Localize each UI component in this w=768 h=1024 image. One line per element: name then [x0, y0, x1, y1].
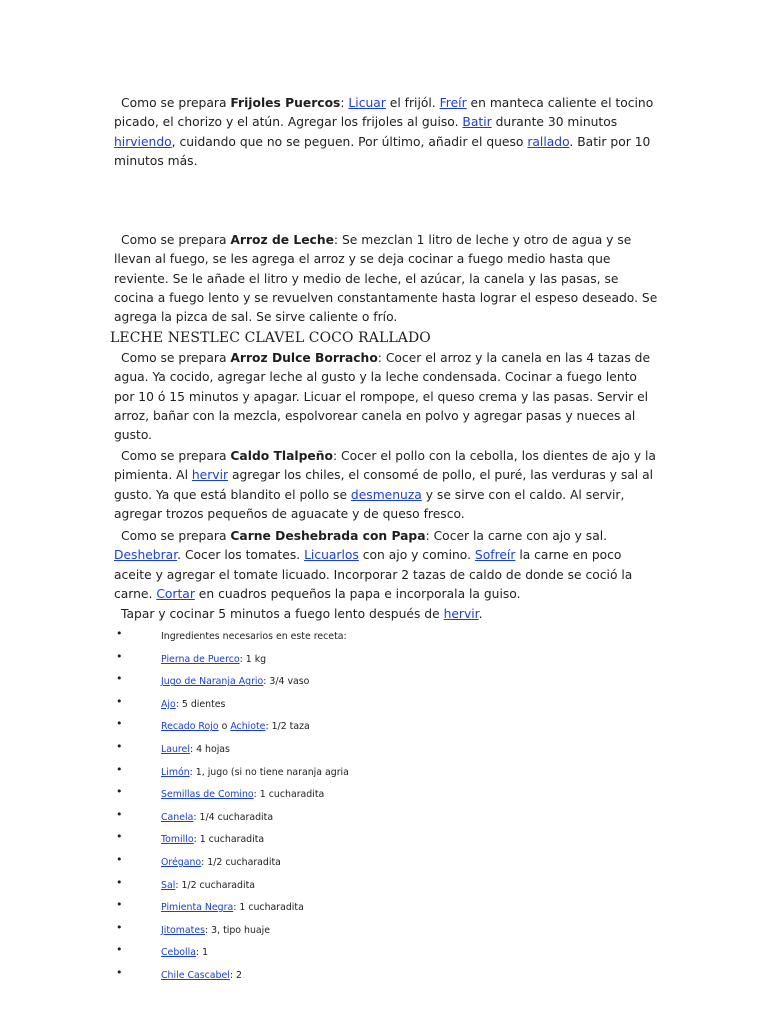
text: : Cocer el arroz y la canela en las 4 tazas de agua. Ya cocido, agregar leche al gusto y la leche condensada. Cocinar a fuego lento por 10 ó 15 minutos y apagar. Licuar el rompope, el queso crema y las pasas. Servir el arroz, bañar con la mezcla, espolvorear canela en polvo y agregar pasas y nueces al gusto. — [114, 351, 651, 443]
ingredient — [161, 811, 273, 825]
bullet-icon: • — [116, 830, 123, 844]
ingredient-amount: : 1/2 cucharadita — [175, 879, 256, 891]
ingredients-header: Ingredientes necesarios en este receta: — [161, 631, 347, 642]
bullet-icon: • — [116, 762, 123, 776]
recipe-carne-deshebrada — [114, 527, 660, 604]
ingredient-link[interactable]: Jitomates — [161, 924, 205, 936]
ingredient-link[interactable]: Jugo de Naranja Agrio — [161, 676, 264, 688]
link-sofreir[interactable]: Sofreír — [474, 548, 516, 563]
ingredient-link[interactable]: Sal — [161, 879, 176, 891]
bullet-icon: • — [116, 717, 123, 731]
bullet-icon: • — [116, 694, 123, 708]
text: y se sirve con el caldo. Al servir, agregar trozos pequeños de aguacate y de queso fresco. — [114, 487, 625, 521]
bullet-icon: • — [116, 965, 123, 979]
intro-text: Como se prepara — [121, 233, 231, 247]
ingredient — [161, 969, 242, 983]
ingredient — [161, 720, 310, 734]
ingredient-amount: : 3/4 vaso — [263, 676, 310, 688]
ingredient-link[interactable]: Laurel — [161, 743, 190, 755]
ingredient-amount: : 1/2 taza — [265, 721, 310, 733]
link-cortar[interactable]: Cortar — [156, 586, 195, 601]
text: . Batir por 10 minutos más. — [114, 134, 651, 168]
recipe-title: Carne Deshebrada con Papa — [230, 529, 426, 543]
ingredient — [161, 833, 264, 847]
ingredient-link[interactable]: Achiote — [230, 721, 266, 733]
ingredient — [161, 788, 324, 802]
bullet-icon: • — [116, 739, 123, 753]
bullet-icon: • — [116, 785, 123, 799]
intro-text: Como se prepara — [121, 529, 231, 543]
text: la carne en poco aceite y agregar el tomate licuado. Incorporar 2 tazas de caldo de donde se coció la carne. — [114, 548, 633, 601]
text: con ajo y comino. — [358, 548, 475, 563]
ingredient-link[interactable]: Orégano — [161, 856, 202, 868]
ingredient-link[interactable]: Pimienta Negra — [161, 902, 234, 914]
ingredient — [161, 653, 266, 667]
text: : — [340, 96, 349, 110]
bullet-icon: • — [116, 627, 123, 640]
text: Tapar y cocinar 5 minutos a fuego lento después de — [121, 607, 444, 621]
ingredient — [161, 924, 270, 938]
bullet-icon: • — [116, 920, 123, 934]
ingredient-amount: : 2 — [229, 969, 242, 981]
ingredient-link[interactable]: Semillas de Comino — [161, 789, 254, 801]
ingredient-amount: : 1, jugo (si no tiene naranja agria — [189, 766, 349, 778]
recipe-note — [114, 605, 660, 624]
bullet-icon: • — [116, 672, 123, 686]
ingredient-link[interactable]: Cebolla — [161, 947, 196, 959]
ingredient-amount: : 1 cucharadita — [253, 789, 325, 801]
ingredient-amount: : 1 — [195, 947, 209, 959]
ingredient-link[interactable]: Limón — [161, 766, 190, 778]
ingredient — [161, 901, 304, 915]
section-heading: LECHE NESTLEC CLAVEL COCO RALLADO — [110, 330, 431, 346]
ingredient-amount: : 1 kg — [239, 653, 267, 665]
ingredient — [161, 856, 281, 870]
link-rallado[interactable]: rallado — [527, 134, 570, 149]
ingredient-connector: o — [218, 721, 231, 733]
ingredient-amount: : 1 cucharadita — [233, 902, 304, 914]
recipe-caldo-tlalpeno — [114, 447, 660, 524]
recipe-arroz-dulce-borracho — [114, 349, 660, 445]
text: , cuidando que no se peguen. Por último, añadir el queso — [171, 134, 528, 149]
recipe-arroz-de-leche — [114, 231, 660, 327]
text: en cuadros pequeños la papa e incorporala la guiso. — [194, 586, 521, 601]
link-desmenuza[interactable]: desmenuza — [350, 487, 422, 502]
ingredient — [161, 743, 230, 757]
link-hervir[interactable]: hervir — [191, 468, 229, 483]
ingredient-link[interactable]: Ajo — [161, 698, 176, 710]
list-item — [0, 965, 768, 992]
text: : Cocer el pollo con la cebolla, los dientes de ajo y la pimienta. Al — [114, 449, 656, 483]
intro-text: Como se prepara — [121, 449, 231, 463]
bullet-icon: • — [116, 898, 123, 912]
link-hirviendo[interactable]: hirviendo — [114, 134, 172, 149]
link-batir[interactable]: Batir — [462, 115, 492, 130]
ingredient — [161, 766, 349, 780]
link-hervir[interactable]: hervir — [443, 607, 479, 621]
intro-text: Como se prepara — [121, 351, 231, 365]
ingredient — [161, 946, 208, 960]
text: : Se mezclan 1 litro de leche y otro de agua y se llevan al fuego, se les agrega el arroz y se deja cocinar a fuego medio hasta que reviente. Se le añade el litro y medio de leche, el azúcar, la canela y las pasas, se cocina a fuego lento y se revuelven constantamente hasta lograr el espeso deseado. Se agrega la pizca de sal. Se sirve caliente o frío. — [114, 233, 658, 325]
ingredient-link[interactable]: Tomillo — [161, 834, 194, 846]
text: agregar los chiles, el consomé de pollo, el puré, las verduras y sal al gusto. Ya que está blandito el pollo se — [114, 468, 654, 502]
recipe-title: Arroz Dulce Borracho — [230, 351, 378, 365]
ingredient — [161, 675, 309, 689]
ingredient-amount: : 5 dientes — [175, 698, 226, 710]
ingredient-amount: : 1/2 cucharadita — [201, 856, 281, 868]
ingredients-list — [0, 627, 768, 992]
bullet-icon: • — [116, 943, 123, 957]
ingredient-link[interactable]: Canela — [161, 811, 194, 823]
text: . — [478, 607, 483, 621]
text: durante 30 minutos — [491, 115, 618, 130]
recipe-title: Arroz de Leche — [230, 233, 334, 247]
ingredient — [161, 698, 225, 712]
recipe-frijoles-puercos — [114, 94, 660, 171]
ingredient-amount: : 1/4 cucharadita — [193, 811, 274, 823]
link-licuar[interactable]: Licuar — [348, 96, 386, 110]
bullet-icon: • — [116, 852, 123, 866]
bullet-icon: • — [116, 649, 123, 663]
ingredient-link[interactable]: Chile Cascabel — [161, 969, 230, 981]
link-licuarlos[interactable]: Licuarlos — [304, 548, 359, 563]
text: el frijól. — [385, 96, 440, 110]
intro-text: Como se prepara — [121, 96, 231, 110]
text: : Cocer la carne con ajo y sal. — [425, 529, 608, 543]
ingredient-link[interactable]: Recado Rojo — [161, 721, 219, 733]
ingredient-amount: : 1 cucharadita — [193, 834, 265, 846]
recipe-title: Caldo Tlalpeño — [230, 449, 333, 463]
ingredient-link[interactable]: Pierna de Puerco — [161, 653, 240, 665]
link-freir[interactable]: Freír — [439, 96, 467, 110]
bullet-icon: • — [116, 875, 123, 889]
ingredient-amount: : 3, tipo huaje — [205, 924, 271, 936]
ingredient-amount: : 4 hojas — [189, 743, 230, 755]
link-deshebrar[interactable]: Deshebrar — [114, 548, 178, 563]
bullet-icon: • — [116, 807, 123, 821]
ingredient — [161, 879, 255, 893]
text: . Cocer los tomates. — [177, 548, 305, 563]
text: en manteca caliente el tocino picado, el chorizo y el atún. Agregar los frijoles al guiso. — [114, 96, 654, 130]
recipe-title: Frijoles Puercos — [230, 96, 341, 110]
